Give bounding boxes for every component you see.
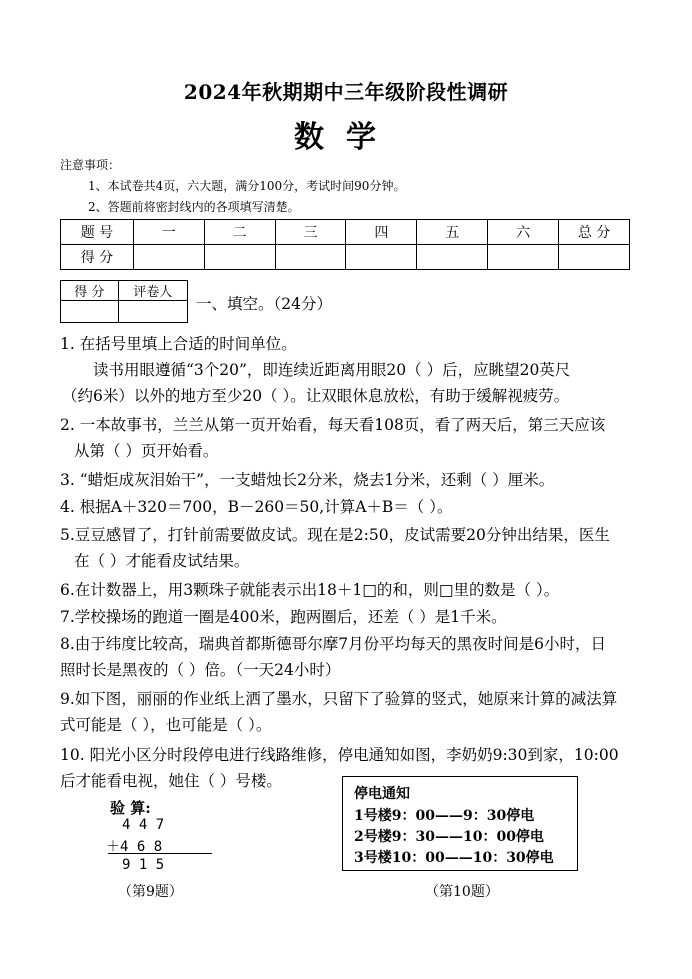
grader-name-cell[interactable]	[118, 301, 187, 323]
question-7: 7.学校操场的跑道一圈是400米，跑两圈后，还差（ ）是1千米。	[60, 608, 507, 626]
figure-9-caption: （第9题）	[118, 884, 183, 900]
score-table-header-cell: 二	[204, 220, 275, 245]
calc-row-1: 4 4 7	[122, 817, 165, 833]
score-cell[interactable]	[275, 245, 346, 270]
score-cell[interactable]	[559, 245, 630, 270]
notice-heading: 注意事项：	[60, 158, 121, 172]
figure-10-caption: （第10题）	[425, 884, 499, 900]
score-table	[60, 219, 630, 270]
outage-notice-line: 2号楼9：30——10：00停电	[354, 829, 544, 845]
grader-score-cell[interactable]	[61, 301, 119, 323]
score-table-header-cell: 三	[275, 220, 346, 245]
notice-item-2: 2、答题前将密封线内的各项填写清楚。	[88, 200, 300, 214]
exam-title: 2024年秋期期中三年级阶段性调研	[183, 80, 509, 104]
question-8: 8.由于纬度比较高，瑞典首都斯德哥尔摩7月份平均每天的黑夜时间是6小时，日	[60, 635, 607, 653]
score-cell[interactable]	[204, 245, 275, 270]
grader-score-label: 得 分	[61, 281, 119, 301]
score-cell[interactable]	[346, 245, 417, 270]
question-5-line: 在（ ）才能看皮试结果。	[74, 552, 250, 570]
question-10-line: 后才能看电视，她住（ ）号楼。	[60, 772, 282, 790]
grader-name-label: 评卷人	[118, 281, 187, 301]
score-table-header-cell: 一	[133, 220, 204, 245]
question-1-line: 读书用眼遵循“3个20”，即连续近距离用眼20（ ）后，应眺望20英尺	[93, 361, 571, 379]
score-cell[interactable]	[488, 245, 559, 270]
question-5: 5.豆豆感冒了，打针前需要做皮试。现在是2:50，皮试需要20分钟出结果，医生	[60, 526, 610, 544]
score-cell[interactable]	[417, 245, 488, 270]
calc-result: 9 1 5	[122, 857, 165, 873]
notice-item-1: 1、本试卷共4页，六大题，满分100分，考试时间90分钟。	[88, 179, 406, 193]
score-table-row-label: 得 分	[61, 245, 134, 270]
question-8-line: 照时长是黑夜的（ ）倍。（一天24小时）	[60, 661, 341, 679]
score-table-header-cell: 总 分	[559, 220, 630, 245]
outage-notice-box	[342, 776, 578, 871]
question-10: 10. 阳光小区分时段停电进行线路维修，停电通知如图，李奶奶9:30到家，10:00	[60, 746, 619, 764]
question-1-line: （约6米）以外的地方至少20（ ）。让双眼休息放松，有助于缓解视疲劳。	[62, 387, 570, 405]
outage-notice-line: 3号楼10：00——10：30停电	[354, 850, 554, 866]
grader-box	[60, 280, 188, 323]
question-3: 3. “蜡炬成灰泪始干”，一支蜡烛长2分米，烧去1分米，还剩（ ）厘米。	[60, 471, 555, 489]
calc-row-2: ＋4 6 8	[106, 839, 163, 855]
score-table-header-cell: 四	[346, 220, 417, 245]
section-title: 一、填空。（24分）	[196, 295, 332, 313]
question-1: 1. 在括号里填上合适的时间单位。	[60, 335, 297, 353]
question-4: 4. 根据A＋320＝700，B－260＝50,计算A＋B＝（ ）。	[60, 498, 453, 516]
question-2-line: 从第（ ）页开始看。	[74, 442, 219, 460]
question-9-line: 式可能是（ ），也可能是（ ）。	[60, 716, 272, 734]
question-6: 6.在计数器上，用3颗珠子就能表示出18＋1□的和，则□里的数是（ ）。	[60, 581, 560, 599]
outage-notice-line: 1号楼9：00——9：30停电	[354, 808, 535, 824]
calc-underline	[108, 853, 212, 854]
outage-notice-title: 停电通知	[354, 786, 410, 802]
score-table-header-cell: 六	[488, 220, 559, 245]
score-table-header-cell: 五	[417, 220, 488, 245]
question-2: 2. 一本故事书，兰兰从第一页开始看，每天看108页，看了两天后，第三天应该	[60, 416, 606, 434]
score-cell[interactable]	[133, 245, 204, 270]
verification-label: 验 算:	[110, 799, 151, 817]
subject-title: 数学	[294, 120, 398, 155]
question-9: 9.如下图，丽丽的作业纸上洒了墨水，只留下了验算的竖式，她原来计算的减法算	[60, 690, 618, 708]
score-table-header-cell: 题 号	[61, 220, 134, 245]
